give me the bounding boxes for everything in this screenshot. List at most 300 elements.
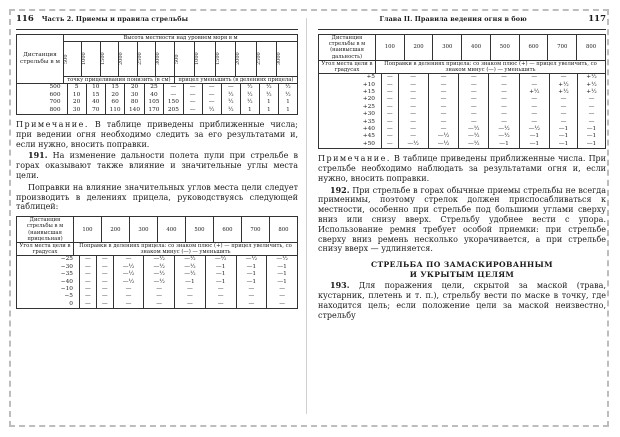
t3-row — [319, 119, 606, 126]
t3-angle-cell: +20 — [319, 96, 382, 103]
t3-value-cell: —1 — [577, 133, 605, 140]
t3-value-cell: —½ — [459, 133, 489, 140]
t2-value-cell: — — [267, 301, 298, 309]
t1-value-cell: 10 — [86, 84, 105, 91]
t3-value-cell: — — [549, 96, 577, 103]
t3-value-cell: — — [398, 104, 428, 111]
t1-value-cell: — — [183, 92, 202, 99]
t3-value-cell: —1 — [549, 126, 577, 133]
t3-value-cell: +½ — [577, 74, 605, 81]
t2-row — [17, 293, 298, 300]
t1-value-cell: — — [202, 92, 221, 99]
t3-value-cell: +½ — [577, 82, 605, 89]
t2-value-cell: — — [144, 286, 175, 293]
para-193-text: Для поражения цели, скрытой за маской (трава, кустарник, плетень и т. п.), стрельбу вести по маске в точку, где находится цель; если положение цели за маской неизвестно, стрельбу — [318, 281, 606, 320]
t2-angle-cell: −30 — [17, 264, 80, 271]
right-page-number: 117 — [588, 14, 606, 24]
t1-height-value: 1500 — [99, 52, 106, 66]
t3-value-cell: — — [489, 96, 519, 103]
t2-value-cell: —1 — [267, 271, 298, 278]
t2-value-cell: — — [96, 279, 113, 286]
t2-distance-cell: 300 — [129, 217, 157, 243]
t3-angle-cell: +5 — [319, 74, 382, 81]
t2-value-cell: —½ — [267, 256, 298, 263]
t2-value-cell: —1 — [205, 271, 236, 278]
t3-value-cell: — — [428, 89, 458, 96]
t2-value-cell: — — [96, 271, 113, 278]
t3-distance-header: Дистанция стрельбы в м (наивысшая дальность) — [319, 35, 376, 61]
t2-angle-cell: 0 — [17, 301, 80, 309]
t1-height-value: 2500 — [255, 52, 262, 66]
para-191-b: Поправки на влияние значительных углов места цели следует производить в делениях прицела, руководствуясь следующей таблицей: — [16, 182, 298, 212]
t2-angle-header: Угол места цели в градусах — [17, 243, 74, 256]
left-page-header — [16, 14, 298, 30]
t3-value-cell: — — [459, 119, 489, 126]
t2-correction-header: Поправки в делениях прицела: со знаком плюс (+) — прицел увеличить, со знаком минус (—) — уменьшить — [74, 243, 298, 256]
t2-value-cell: — — [80, 286, 97, 293]
t3-value-cell: — — [428, 119, 458, 126]
t1-distance-cell: 800 — [17, 107, 68, 115]
t3-value-cell: —1 — [549, 141, 577, 149]
left-running-title: Часть 2. Приемы и правила стрельбы — [41, 15, 189, 23]
t3-distance-cell: 600 — [519, 35, 548, 61]
t2-value-cell: —1 — [236, 271, 267, 278]
t1-row — [17, 99, 298, 106]
t2-value-cell: —½ — [113, 279, 144, 286]
t1-height-cell — [256, 42, 277, 77]
t3-value-cell: — — [382, 74, 399, 81]
t3-value-cell: —½ — [428, 141, 458, 149]
angle-table-left — [16, 216, 298, 309]
t2-angle-cell: −5 — [17, 293, 80, 300]
t2-value-cell: —1 — [267, 264, 298, 271]
note-1 — [16, 120, 298, 149]
t2-value-cell: — — [80, 279, 97, 286]
t3-value-cell: — — [549, 74, 577, 81]
t1-row — [17, 84, 298, 91]
t3-angle-cell: +40 — [319, 126, 382, 133]
t1-height-header: Высота местности над уровнем моря в м — [64, 35, 298, 42]
note-1-label: Примечание. — [16, 120, 89, 130]
t3-value-cell: — — [459, 111, 489, 118]
t3-value-cell: —1 — [577, 126, 605, 133]
t1-value-cell: 80 — [125, 99, 144, 106]
t3-value-cell: — — [398, 82, 428, 89]
t3-row — [319, 133, 606, 140]
section-heading-line-1: СТРЕЛЬБА ПО ЗАМАСКИРОВАННЫМ — [371, 260, 553, 270]
t2-value-cell: — — [80, 271, 97, 278]
t2-distance-cell: 600 — [213, 217, 241, 243]
t1-value-cell: — — [202, 99, 221, 106]
t1-height-cell — [156, 42, 174, 77]
section-heading — [318, 260, 606, 279]
t1-value-cell: 10 — [67, 92, 86, 99]
t1-value-cell: 140 — [125, 107, 144, 115]
t3-value-cell: — — [577, 111, 605, 118]
t1-value-cell: ½ — [240, 92, 259, 99]
t3-value-cell: — — [577, 104, 605, 111]
t3-row — [319, 111, 606, 118]
t1-value-cell: — — [164, 92, 183, 99]
t2-row — [17, 286, 298, 293]
t3-distance-cell: 100 — [376, 35, 405, 61]
t3-value-cell: —½ — [428, 133, 458, 140]
t1-value-cell: 1 — [278, 99, 297, 106]
t2-value-cell: —1 — [267, 279, 298, 286]
t1-value-cell: ½ — [278, 92, 297, 99]
t3-value-cell: —½ — [459, 141, 489, 149]
t3-value-cell: — — [489, 104, 519, 111]
t1-height-cell — [82, 42, 100, 77]
t1-value-cell: 20 — [67, 99, 86, 106]
t3-distance-cell: 300 — [433, 35, 462, 61]
t1-value-cell: 205 — [164, 107, 183, 115]
t3-value-cell: — — [519, 111, 549, 118]
t3-value-cell: — — [577, 119, 605, 126]
t2-angle-cell: −10 — [17, 286, 80, 293]
t2-distance-cell: 100 — [74, 217, 102, 243]
t3-value-cell: —½ — [459, 126, 489, 133]
t1-value-cell: — — [183, 99, 202, 106]
t3-row — [319, 74, 606, 81]
t1-value-cell: 15 — [86, 92, 105, 99]
t3-row — [319, 82, 606, 89]
t1-value-cell: 1 — [240, 107, 259, 115]
note-2 — [318, 154, 606, 183]
t3-value-cell: — — [382, 141, 399, 149]
t3-value-cell: — — [382, 104, 399, 111]
t2-value-cell: — — [205, 293, 236, 300]
para-191 — [16, 151, 298, 180]
t2-value-cell: — — [80, 301, 97, 309]
t2-value-cell: — — [236, 301, 267, 309]
t2-value-cell: — — [236, 286, 267, 293]
t2-value-cell: — — [113, 293, 144, 300]
t3-value-cell: +½ — [519, 89, 549, 96]
t3-value-cell: — — [398, 74, 428, 81]
t1-value-cell: 30 — [125, 92, 144, 99]
t3-angle-cell: +25 — [319, 104, 382, 111]
t3-value-cell: —½ — [489, 126, 519, 133]
right-page-header — [318, 14, 606, 30]
note-1-text: В таблице приведены приближенные числа; при ведении огня необходимо следить за его результатами и, если нужно, вносить поправки. — [16, 120, 298, 149]
t1-height-cell — [137, 42, 155, 77]
t3-angle-cell: +35 — [319, 119, 382, 126]
para-193 — [318, 281, 606, 320]
t1-height-cell — [100, 42, 118, 77]
t1-value-cell: ½ — [221, 92, 240, 99]
t3-value-cell: — — [382, 111, 399, 118]
t3-value-cell: — — [428, 82, 458, 89]
t2-value-cell: —½ — [236, 256, 267, 263]
t1-value-cell: 20 — [125, 84, 144, 91]
t3-value-cell: — — [398, 126, 428, 133]
t3-value-cell: — — [382, 89, 399, 96]
t1-value-cell: 110 — [105, 107, 124, 115]
t1-value-cell: ½ — [240, 84, 259, 91]
t1-height-value: 2500 — [136, 52, 143, 66]
t1-height-cell — [195, 42, 216, 77]
t1-value-cell: 1 — [278, 107, 297, 115]
t3-row — [319, 104, 606, 111]
t2-distance-cell: 400 — [157, 217, 185, 243]
t3-value-cell: — — [519, 82, 549, 89]
t3-value-cell: — — [459, 74, 489, 81]
t1-value-cell: 40 — [86, 99, 105, 106]
t2-angle-cell: −25 — [17, 256, 80, 263]
t1-row — [17, 107, 298, 115]
t2-row — [17, 256, 298, 263]
t1-height-cell — [277, 42, 298, 77]
t3-value-cell: — — [382, 119, 399, 126]
t2-value-cell: —½ — [205, 256, 236, 263]
t1-value-cell: 15 — [105, 84, 124, 91]
t1-value-cell: 170 — [144, 107, 163, 115]
t2-value-cell: — — [96, 256, 113, 263]
t1-value-cell: 70 — [86, 107, 105, 115]
t3-row — [319, 126, 606, 133]
t3-value-cell: +½ — [577, 89, 605, 96]
t1-value-cell: ½ — [278, 84, 297, 91]
t3-row — [319, 141, 606, 149]
para-192 — [318, 186, 606, 255]
t3-value-cell: — — [459, 96, 489, 103]
t3-angle-cell: +15 — [319, 89, 382, 96]
t3-value-cell: +½ — [549, 82, 577, 89]
t3-value-cell: — — [382, 126, 399, 133]
t2-value-cell: —1 — [205, 279, 236, 286]
t1-value-cell: 1 — [259, 107, 278, 115]
t1-distance-header: Дистанция стрельбы в м — [17, 35, 64, 84]
t1-lower-left: точку прицеливания понизить (в см) — [64, 77, 175, 84]
t3-value-cell: — — [489, 89, 519, 96]
t3-value-cell: — — [428, 74, 458, 81]
t3-value-cell: — — [519, 74, 549, 81]
t3-value-cell: — — [398, 89, 428, 96]
t1-value-cell: — — [183, 107, 202, 115]
t2-value-cell: —½ — [144, 256, 175, 263]
t3-value-cell: — — [428, 111, 458, 118]
t2-value-cell: — — [267, 293, 298, 300]
t3-row — [319, 89, 606, 96]
t1-value-cell: 40 — [144, 92, 163, 99]
para-191-number: 191. — [28, 150, 48, 161]
t2-value-cell: — — [113, 256, 144, 263]
para-192-number: 192. — [330, 184, 350, 195]
t2-value-cell: —1 — [236, 279, 267, 286]
t3-value-cell: — — [428, 104, 458, 111]
t3-angle-cell: +45 — [319, 133, 382, 140]
t2-value-cell: — — [205, 286, 236, 293]
altitude-table — [16, 34, 298, 115]
t3-value-cell: — — [398, 96, 428, 103]
t1-height-value: 1000 — [194, 52, 201, 66]
t1-value-cell: 150 — [164, 99, 183, 106]
t1-height-value: 2000 — [118, 52, 125, 66]
t2-distance-cell: 500 — [185, 217, 213, 243]
t3-angle-header: Угол места цели в градусах — [319, 60, 376, 73]
t3-value-cell: — — [382, 82, 399, 89]
t3-value-cell: — — [577, 96, 605, 103]
t2-value-cell: — — [96, 264, 113, 271]
t1-value-cell: 105 — [144, 99, 163, 106]
t3-distance-cell: 400 — [462, 35, 491, 61]
t3-value-cell: —1 — [519, 133, 549, 140]
t1-distance-cell: 700 — [17, 99, 68, 106]
t3-value-cell: — — [459, 89, 489, 96]
t2-angle-cell: −40 — [17, 279, 80, 286]
t3-value-cell: — — [519, 119, 549, 126]
t1-height-value: 500 — [173, 54, 180, 64]
t2-value-cell: — — [113, 301, 144, 309]
page-gutter — [306, 18, 307, 414]
t3-value-cell: —½ — [519, 126, 549, 133]
t1-value-cell: 20 — [105, 92, 124, 99]
t1-value-cell: ½ — [240, 99, 259, 106]
t3-distance-cell: 800 — [577, 35, 606, 61]
t2-value-cell: — — [96, 293, 113, 300]
t1-value-cell: — — [221, 84, 240, 91]
t2-distance-cell: 800 — [269, 217, 297, 243]
t3-distance-cell: 500 — [490, 35, 519, 61]
t3-value-cell: — — [428, 96, 458, 103]
para-193-number: 193. — [330, 280, 350, 291]
t3-value-cell: — — [549, 104, 577, 111]
t3-value-cell: —½ — [398, 141, 428, 149]
t2-value-cell: — — [80, 293, 97, 300]
left-page-number: 116 — [16, 14, 34, 24]
t3-value-cell: — — [459, 82, 489, 89]
t2-value-cell: — — [175, 301, 206, 309]
t3-value-cell: —1 — [489, 141, 519, 149]
t2-row — [17, 279, 298, 286]
t2-value-cell: — — [144, 293, 175, 300]
t1-value-cell: ½ — [221, 107, 240, 115]
t1-value-cell: 60 — [105, 99, 124, 106]
t3-value-cell: —1 — [519, 141, 549, 149]
t1-height-value: 3000 — [276, 52, 283, 66]
t1-value-cell: ½ — [259, 92, 278, 99]
t1-value-cell: — — [164, 84, 183, 91]
t2-value-cell: — — [80, 256, 97, 263]
t3-value-cell: — — [489, 74, 519, 81]
t3-angle-cell: +30 — [319, 111, 382, 118]
t1-value-cell: — — [183, 84, 202, 91]
t3-value-cell: — — [489, 82, 519, 89]
t1-value-cell: ½ — [221, 99, 240, 106]
t2-distance-cell: 700 — [241, 217, 269, 243]
t2-value-cell: — — [175, 293, 206, 300]
t3-value-cell: —1 — [549, 133, 577, 140]
t1-height-cell — [174, 42, 195, 77]
right-running-title: Глава II. Правила ведения огня в бою — [379, 15, 527, 23]
note-2-label: Примечание. — [318, 154, 391, 164]
t1-height-value: 500 — [63, 54, 69, 64]
t1-value-cell: 25 — [144, 84, 163, 91]
t3-value-cell: —½ — [489, 133, 519, 140]
t1-value-cell: 5 — [67, 84, 86, 91]
t1-height-cell — [215, 42, 236, 77]
t2-value-cell: —1 — [236, 264, 267, 271]
t2-value-cell: — — [80, 264, 97, 271]
angle-table-right — [318, 34, 606, 149]
t1-height-value: 3000 — [155, 52, 162, 66]
t1-row — [17, 92, 298, 99]
para-192-text: При стрельбе в горах обычные приемы стрельбы не всегда применимы, поэтому стрелок должен приспосабливаться к местности, особенно при стрельбе под большими углами сверху вниз или снизу вверх. Стрельбу удобнее вести с упора. Использование ремня требует особой приемки: при стрельбе сверху вниз ремень несколько укорачивается, а при стрельбе снизу вверх — удлиняется. — [318, 185, 606, 254]
t3-value-cell: — — [398, 111, 428, 118]
t2-value-cell: — — [144, 301, 175, 309]
t3-value-cell: — — [382, 133, 399, 140]
t1-value-cell: 1 — [259, 99, 278, 106]
para-191-text: На изменение дальности полета пули при стрельбе в горах оказывают также влияние и значительные углы места цели. — [16, 151, 298, 181]
t1-height-value: 1500 — [214, 52, 221, 66]
t3-angle-cell: +50 — [319, 141, 382, 149]
t3-value-cell: — — [549, 119, 577, 126]
t2-value-cell: —½ — [113, 271, 144, 278]
t2-value-cell: — — [96, 286, 113, 293]
t3-value-cell: — — [398, 119, 428, 126]
t3-value-cell: — — [459, 104, 489, 111]
t2-value-cell: —½ — [175, 271, 206, 278]
t1-distance-cell: 500 — [17, 84, 68, 91]
note-2-text: В таблице приведены приближенные числа. При стрельбе необходимо наблюдать за результатами огня и, если нужно, вносить поправки. — [318, 154, 606, 183]
t3-value-cell: — — [398, 133, 428, 140]
t2-value-cell: — — [96, 301, 113, 309]
t2-distance-cell: 200 — [101, 217, 129, 243]
t1-lower-right: прицел уменьшить (в делениях прицела) — [174, 77, 297, 84]
t1-value-cell: — — [202, 84, 221, 91]
t3-correction-header: Поправки в делениях прицела: со знаком плюс (+) — прицел увеличить, со знаком минус (—) — уменьшить — [376, 60, 606, 73]
t2-distance-header: Дистанция стрельбы в м (наивысшая прицельная) — [17, 217, 74, 243]
t1-height-cell — [236, 42, 257, 77]
t2-value-cell: —1 — [175, 279, 206, 286]
t1-value-cell: 30 — [67, 107, 86, 115]
t2-value-cell: — — [175, 286, 206, 293]
t2-value-cell: — — [236, 293, 267, 300]
t1-value-cell: ½ — [259, 84, 278, 91]
t3-value-cell: — — [382, 96, 399, 103]
t2-value-cell: —½ — [175, 264, 206, 271]
right-page — [318, 14, 606, 417]
t3-value-cell: —1 — [577, 141, 605, 149]
t3-distance-cell: 200 — [404, 35, 433, 61]
t1-distance-cell: 600 — [17, 92, 68, 99]
t2-value-cell: —½ — [144, 271, 175, 278]
t2-value-cell: — — [205, 301, 236, 309]
t3-value-cell: — — [519, 96, 549, 103]
t1-height-value: 1000 — [81, 52, 88, 66]
t3-value-cell: +½ — [549, 89, 577, 96]
t2-value-cell: —½ — [144, 264, 175, 271]
t3-value-cell: — — [428, 126, 458, 133]
t2-value-cell: —½ — [113, 264, 144, 271]
t3-value-cell: — — [549, 111, 577, 118]
t1-height-value: 2000 — [235, 52, 242, 66]
section-heading-line-2: И УКРЫТЫМ ЦЕЛЯМ — [409, 269, 515, 279]
t2-angle-cell: −35 — [17, 271, 80, 278]
t1-value-cell: ½ — [202, 107, 221, 115]
t1-height-cell — [64, 42, 82, 77]
t2-value-cell: —½ — [175, 256, 206, 263]
t2-value-cell: —1 — [205, 264, 236, 271]
t3-value-cell: — — [489, 119, 519, 126]
t2-row — [17, 271, 298, 278]
t2-value-cell: — — [113, 286, 144, 293]
t3-value-cell: — — [519, 104, 549, 111]
t1-height-cell — [119, 42, 137, 77]
t3-angle-cell: +10 — [319, 82, 382, 89]
t3-row — [319, 96, 606, 103]
